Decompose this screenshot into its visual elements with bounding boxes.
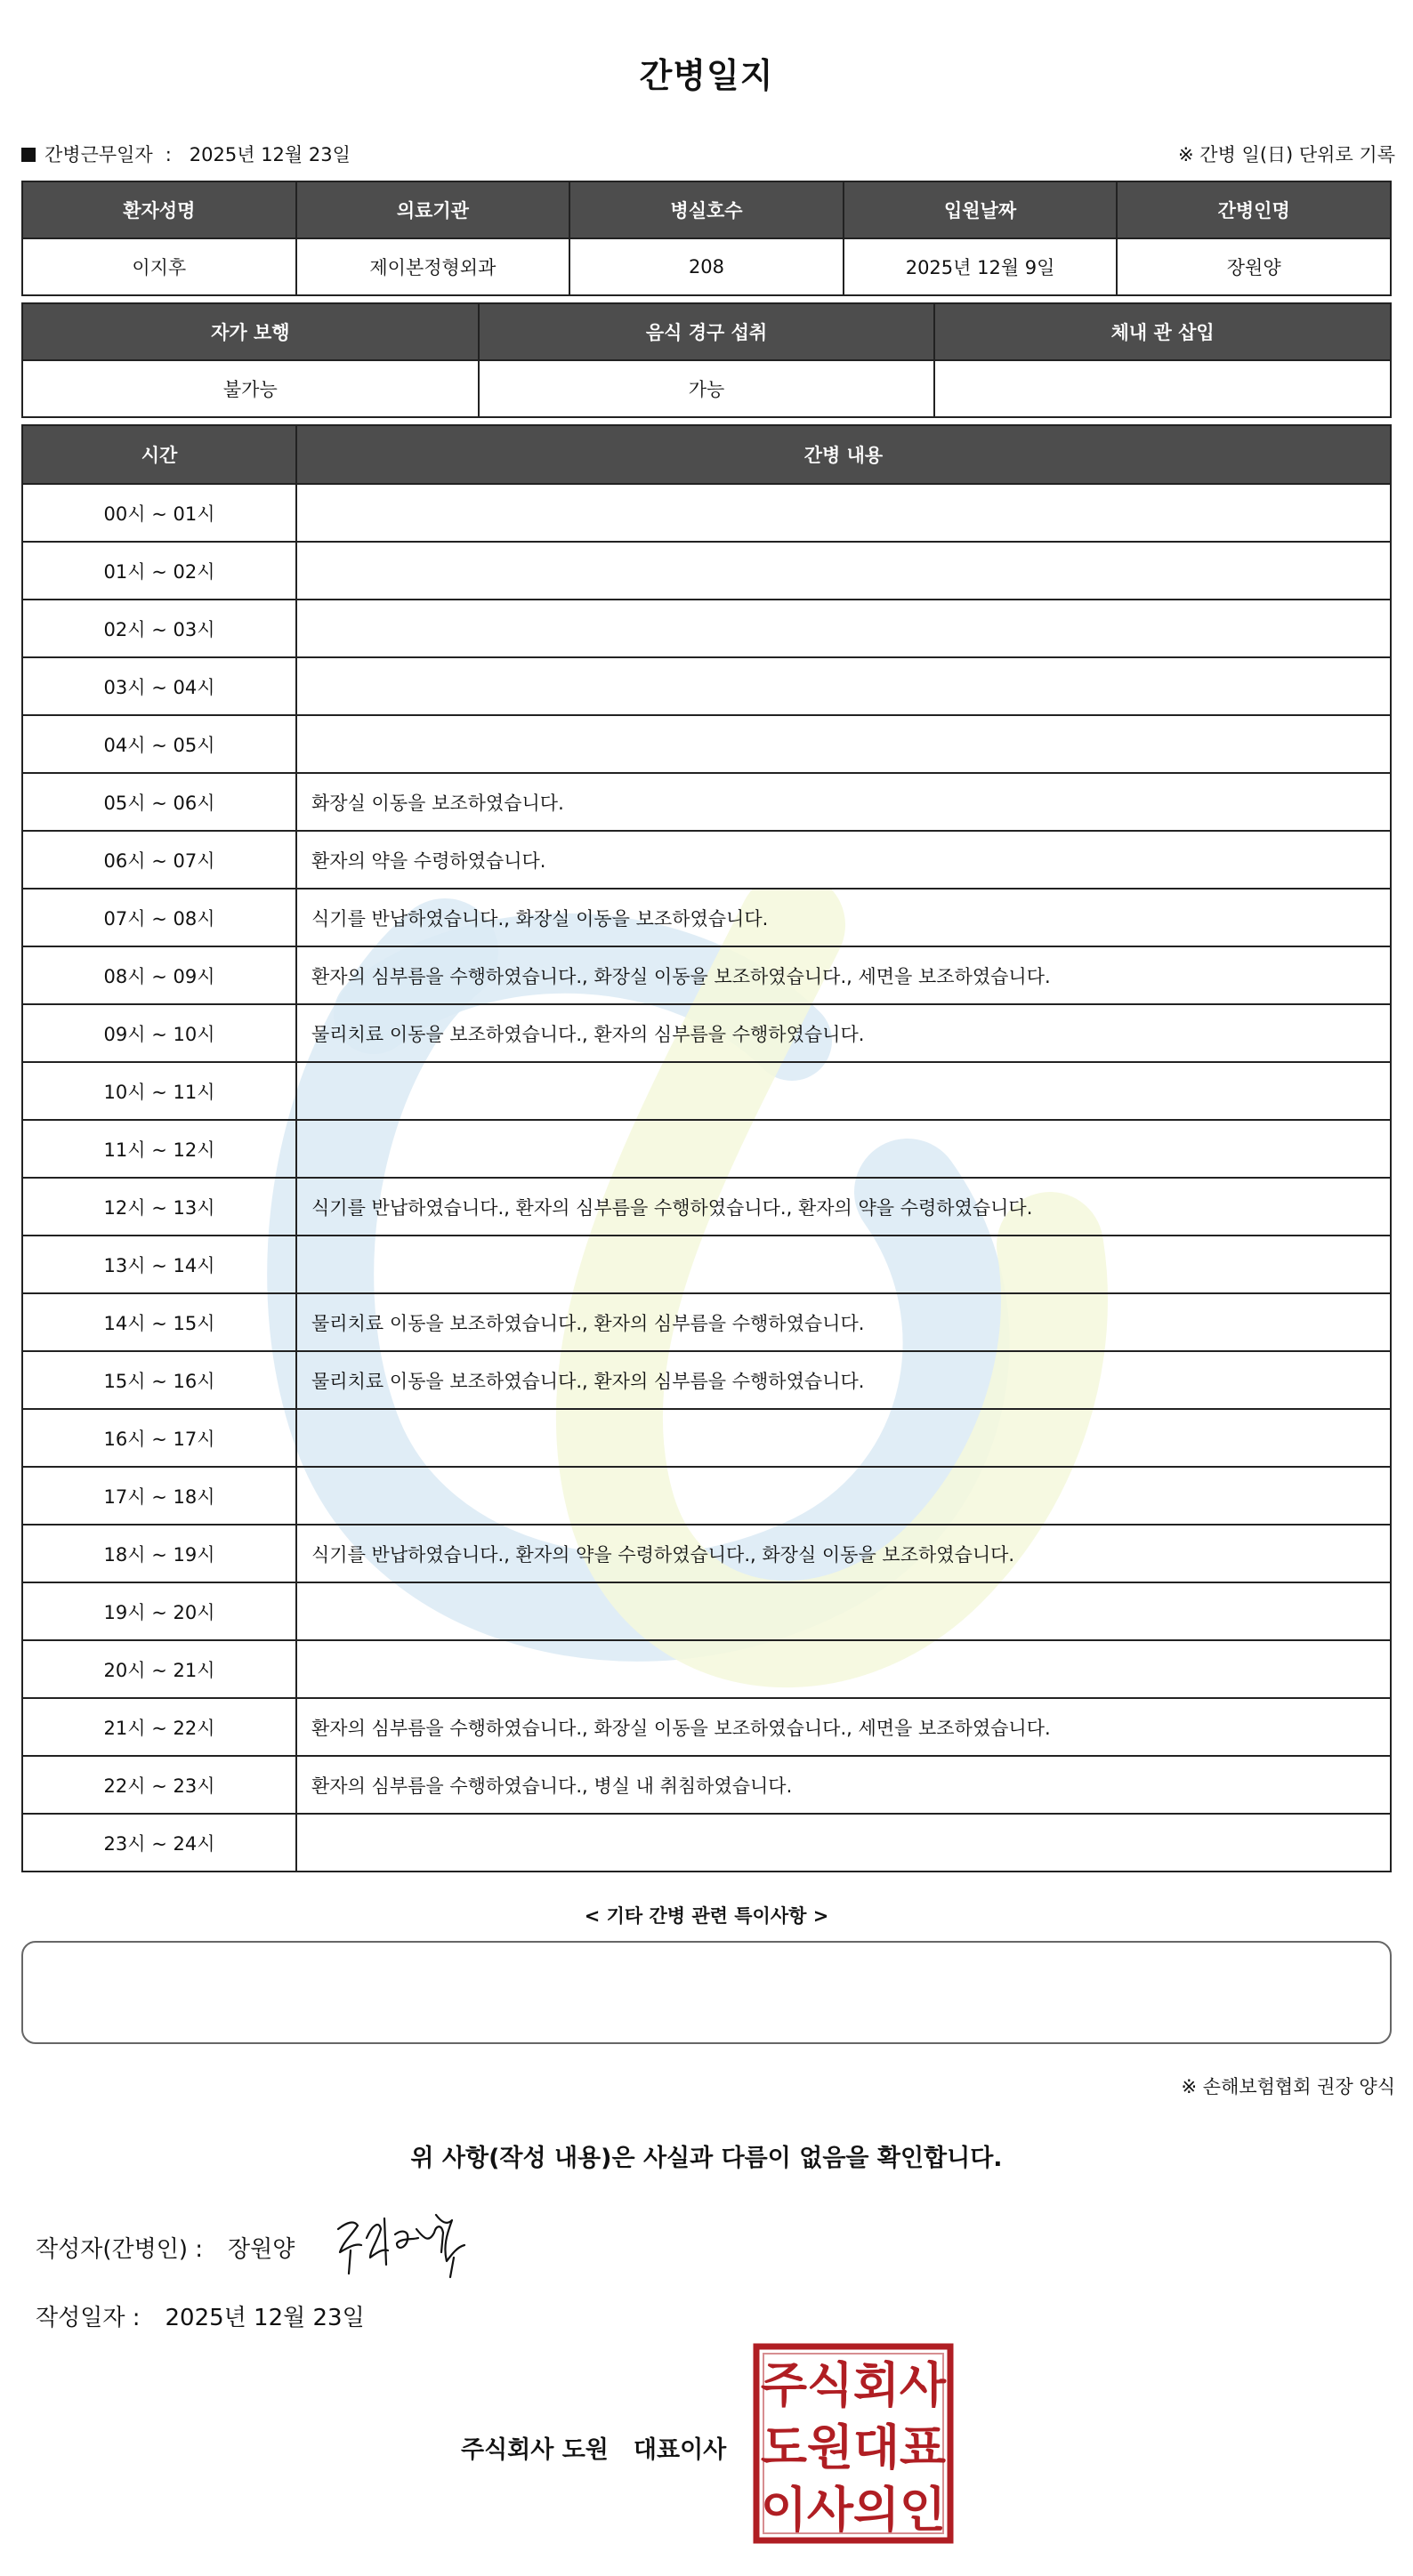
care-log-time: 13시 ~ 14시: [22, 1236, 296, 1293]
care-log-table: [21, 424, 1392, 1872]
care-log-content: [296, 1120, 1391, 1178]
tube-insertion-value: [934, 360, 1391, 417]
care-log-time: 07시 ~ 08시: [22, 889, 296, 946]
work-date-label: 간병근무일자: [44, 144, 153, 165]
care-log-content: 식기를 반납하였습니다., 환자의 심부름을 수행하였습니다., 환자의 약을 수령하였습니다.: [296, 1178, 1391, 1236]
confirmation-statement: 위 사항(작성 내용)은 사실과 다름이 없음을 확인합니다.: [410, 2145, 1003, 2172]
care-log-rows: [22, 484, 1391, 1872]
care-log-time: 01시 ~ 02시: [22, 542, 296, 600]
care-log-content: [296, 600, 1391, 657]
header-admission-date: 입원날짜: [844, 181, 1118, 238]
header-self-walking: 자가 보행: [22, 303, 479, 360]
care-log-row: [22, 484, 1391, 542]
care-log-row: [22, 1756, 1391, 1814]
care-log-header-row: [22, 425, 1391, 484]
care-log-content: [296, 484, 1391, 542]
care-log-time: 10시 ~ 11시: [22, 1062, 296, 1120]
seal-character: 대: [852, 2419, 900, 2475]
care-log-row: [22, 1004, 1391, 1062]
source-form-note: ※ 손해보험협회 권장 양식: [1181, 2076, 1395, 2097]
care-log-row: [22, 1640, 1391, 1698]
seal-character: 도: [760, 2419, 808, 2475]
patient-info-table: [21, 181, 1392, 296]
care-log-row: [22, 1582, 1391, 1640]
ceo-title: 대표이사: [633, 2436, 727, 2464]
care-log-time: 23시 ~ 24시: [22, 1814, 296, 1872]
patient-name: 이지후: [22, 238, 296, 295]
patient-info-header-row: [22, 181, 1391, 238]
care-log-row: [22, 1698, 1391, 1756]
care-log-time: 15시 ~ 16시: [22, 1351, 296, 1409]
care-log-time: 06시 ~ 07시: [22, 831, 296, 889]
header-time: 시간: [22, 425, 296, 484]
patient-status-header-row: [22, 303, 1391, 360]
patient-status-table: [21, 302, 1392, 418]
square-bullet-icon: [21, 148, 36, 162]
writer-name: 장원양: [228, 2236, 295, 2263]
written-date-line: [36, 2299, 365, 2332]
care-log-time: 12시 ~ 13시: [22, 1178, 296, 1236]
care-log-row: [22, 773, 1391, 831]
work-date-line: [21, 141, 351, 167]
seal-character: 주: [760, 2357, 808, 2413]
care-log-row: [22, 1178, 1391, 1236]
unit-note: ※ 간병 일(日) 단위로 기록: [1178, 144, 1395, 165]
writer-label: 작성자(간병인) :: [36, 2236, 204, 2263]
care-log-time: 04시 ~ 05시: [22, 715, 296, 773]
handwritten-signature-icon: [331, 2202, 473, 2282]
care-log-row: [22, 1525, 1391, 1582]
care-log-content: 식기를 반납하였습니다., 화장실 이동을 보조하였습니다.: [296, 889, 1391, 946]
header-caregiver-name: 간병인명: [1117, 181, 1391, 238]
oral-intake-value: 가능: [479, 360, 935, 417]
care-log-time: 18시 ~ 19시: [22, 1525, 296, 1582]
care-log-row: [22, 715, 1391, 773]
care-log-content: 환자의 약을 수령하였습니다.: [296, 831, 1391, 889]
care-log-time: 02시 ~ 03시: [22, 600, 296, 657]
care-log-row: [22, 1293, 1391, 1351]
care-log-time: 11시 ~ 12시: [22, 1120, 296, 1178]
care-log-time: 05시 ~ 06시: [22, 773, 296, 831]
document-title: 간병일지: [639, 56, 774, 95]
company-seal-icon: [753, 2343, 954, 2544]
care-log-content: [296, 715, 1391, 773]
care-log-content: 물리치료 이동을 보조하였습니다., 환자의 심부름을 수행하였습니다.: [296, 1293, 1391, 1351]
written-date-label: 작성일자 :: [36, 2305, 141, 2331]
special-notes-box: [21, 1941, 1392, 2044]
work-date-value: 2025년 12월 23일: [189, 144, 351, 165]
care-log-row: [22, 889, 1391, 946]
care-log-row: [22, 831, 1391, 889]
header-tube-insertion: 체내 관 삽입: [934, 303, 1391, 360]
self-walking-value: 불가능: [22, 360, 479, 417]
hospital-name: 제이본정형외과: [296, 238, 570, 295]
notes-title: < 기타 간병 관련 특이사항 >: [584, 1905, 829, 1927]
care-log-content: [296, 1467, 1391, 1525]
care-log-row: [22, 542, 1391, 600]
care-log-content: [296, 1236, 1391, 1293]
care-log-row: [22, 1351, 1391, 1409]
care-log-content: 물리치료 이동을 보조하였습니다., 환자의 심부름을 수행하였습니다.: [296, 1351, 1391, 1409]
care-log-time: 21시 ~ 22시: [22, 1698, 296, 1756]
care-log-time: 22시 ~ 23시: [22, 1756, 296, 1814]
care-log-time: 19시 ~ 20시: [22, 1582, 296, 1640]
seal-character: 사: [899, 2357, 947, 2413]
care-log-time: 17시 ~ 18시: [22, 1467, 296, 1525]
care-log-content: 환자의 심부름을 수행하였습니다., 화장실 이동을 보조하였습니다., 세면을 보조하였습니다.: [296, 946, 1391, 1004]
company-line: [461, 2430, 726, 2465]
writer-line: [36, 2231, 295, 2264]
care-log-row: [22, 1409, 1391, 1467]
seal-character: 의: [852, 2482, 900, 2538]
special-notes-text: [23, 1943, 1390, 1971]
care-log-content: [296, 1582, 1391, 1640]
care-log-row: [22, 1814, 1391, 1872]
care-log-content: 환자의 심부름을 수행하였습니다., 화장실 이동을 보조하였습니다., 세면을 보조하였습니다.: [296, 1698, 1391, 1756]
care-log-row: [22, 1062, 1391, 1120]
care-log-time: 16시 ~ 17시: [22, 1409, 296, 1467]
care-log-time: 00시 ~ 01시: [22, 484, 296, 542]
seal-character: 원: [806, 2419, 854, 2475]
seal-character: 인: [899, 2482, 947, 2538]
header-patient-name: 환자성명: [22, 181, 296, 238]
patient-status-value-row: [22, 360, 1391, 417]
seal-character: 이: [760, 2482, 808, 2538]
care-log-content: [296, 1640, 1391, 1698]
care-log-content: [296, 542, 1391, 600]
care-log-row: [22, 1120, 1391, 1178]
care-log-content: 환자의 심부름을 수행하였습니다., 병실 내 취침하였습니다.: [296, 1756, 1391, 1814]
care-log-content: [296, 1814, 1391, 1872]
patient-info-value-row: [22, 238, 1391, 295]
written-date-value: 2025년 12월 23일: [165, 2305, 365, 2331]
work-date-colon: :: [165, 144, 172, 165]
care-log-time: 09시 ~ 10시: [22, 1004, 296, 1062]
seal-character: 사: [806, 2482, 854, 2538]
header-hospital: 의료기관: [296, 181, 570, 238]
care-log-time: 20시 ~ 21시: [22, 1640, 296, 1698]
care-log-content: 식기를 반납하였습니다., 환자의 약을 수령하였습니다., 화장실 이동을 보조하였습니다.: [296, 1525, 1391, 1582]
room-number: 208: [569, 238, 844, 295]
seal-character: 식: [806, 2357, 854, 2413]
header-room-number: 병실호수: [569, 181, 844, 238]
care-log-row: [22, 657, 1391, 715]
seal-character: 회: [852, 2357, 900, 2413]
caregiver-name: 장원양: [1117, 238, 1391, 295]
company-name: 주식회사 도원: [461, 2436, 609, 2464]
care-log-content: [296, 657, 1391, 715]
care-log-row: [22, 600, 1391, 657]
care-log-content: 물리치료 이동을 보조하였습니다., 환자의 심부름을 수행하였습니다.: [296, 1004, 1391, 1062]
care-log-content: 화장실 이동을 보조하였습니다.: [296, 773, 1391, 831]
care-log-content: [296, 1062, 1391, 1120]
care-log-time: 08시 ~ 09시: [22, 946, 296, 1004]
care-log-content: [296, 1409, 1391, 1467]
care-log-row: [22, 1236, 1391, 1293]
care-log-row: [22, 1467, 1391, 1525]
care-log-time: 14시 ~ 15시: [22, 1293, 296, 1351]
header-oral-intake: 음식 경구 섭취: [479, 303, 935, 360]
care-log-row: [22, 946, 1391, 1004]
header-care-content: 간병 내용: [296, 425, 1391, 484]
care-log-time: 03시 ~ 04시: [22, 657, 296, 715]
seal-character: 표: [899, 2419, 947, 2475]
admission-date: 2025년 12월 9일: [844, 238, 1118, 295]
